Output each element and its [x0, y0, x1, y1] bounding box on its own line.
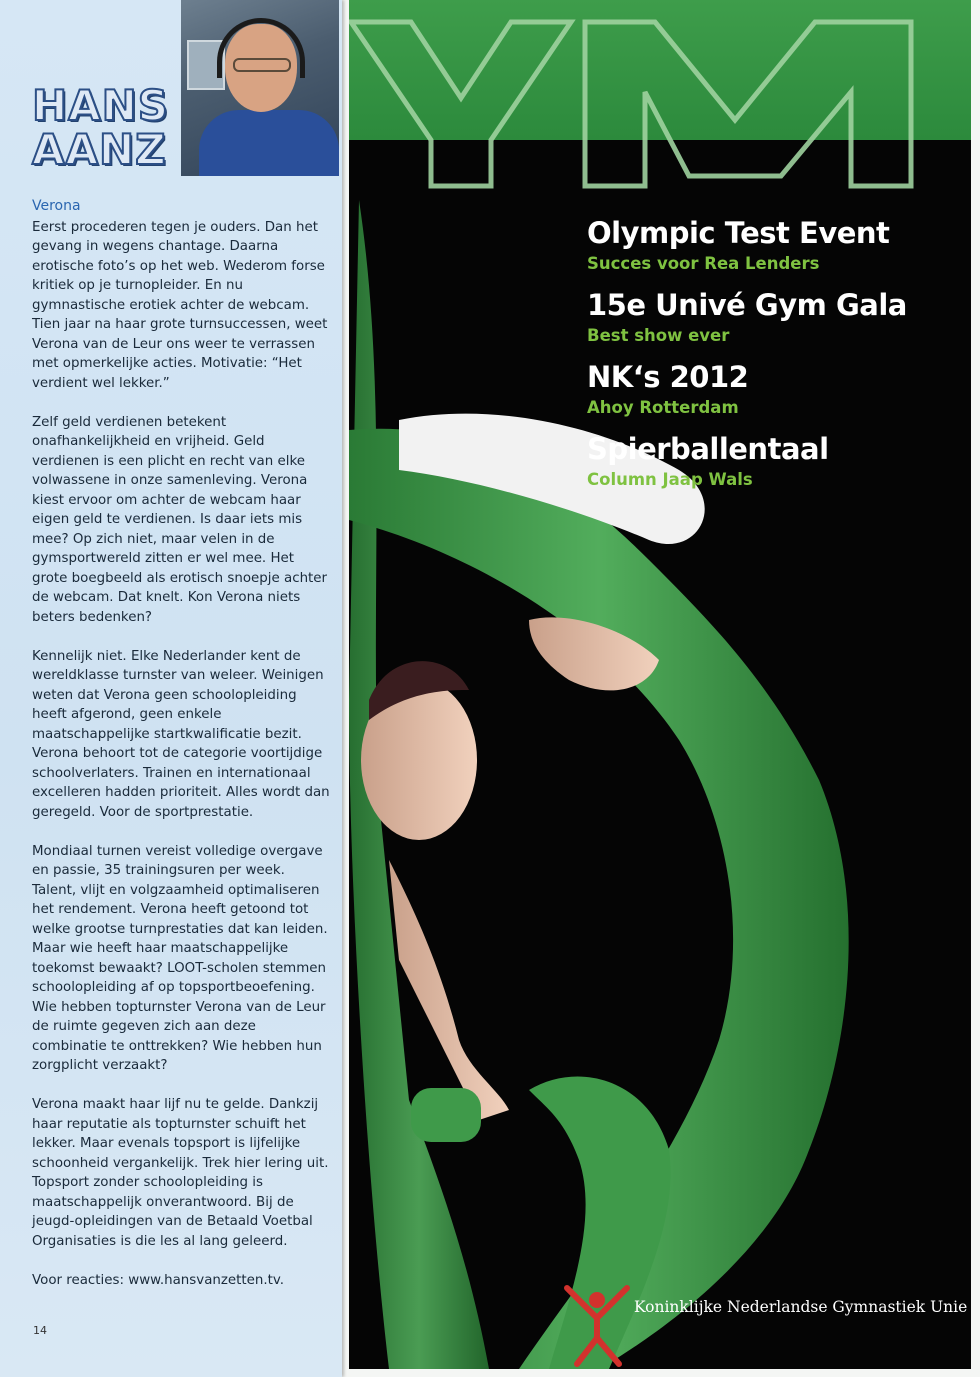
headline-subtitle: Ahoy Rotterdam — [587, 398, 739, 417]
article-paragraph-5: Verona maakt haar lijf nu te gelde. Dankzij haar reputatie als topturnster schuift het lekker. Maar evenals topsport is lijfelijke schoonheid vergankelijk. Trek hier lering uit. Topsport zonder schoolopleiding is maatschappelijk onverantwoord. Bij de jeugd-opleidingen van de Betaald Voetbal Organisaties is die les al lang geleerd. — [32, 1097, 329, 1249]
article-paragraph-1: Eerst procederen tegen je ouders. Dan het gevang in wegens chantage. Daarna erotische foto’s op het web. Wederom forse kritiek op je turnopleider. En nu gymnastische erotiek achter de webcam. Tien jaar na haar grote turnsuccessen, weet Verona van de Leur ons weer te verrassen met opmerkelijke acties. Motivatie: “Het verdient wel lekker.” — [32, 219, 328, 391]
article-paragraph-3: Kennelijk niet. Elke Nederlander kent de wereldklasse turnster van weleer. Weinigen weten dat Verona geen schoolopleiding heeft afgerond, geen enkele maatschappelijke startkwalificatie bezit. Verona behoort tot de categorie voortijdige schoolverlaters. Trainen en internationaal excelleren hadden prioriteit. Alles wordt dan geregeld. Voor de sportprestatie. — [32, 648, 330, 820]
article-paragraph-2: Zelf geld verdienen betekent onafhankelijkheid en vrijheid. Geld verdienen is een plicht en recht van elke volwassene in onze samenleving. Verona kiest ervoor om achter de webcam haar eigen geld te verdienen. Is daar iets mis mee? Op zich niet, maar velen in de gymsportwereld zitten er wel mee. Het grote boegbeeld als erotisch snoepje achter de webcam. Dat knelt. Kon Verona niets beters bedenken? — [32, 414, 328, 625]
headline-item — [587, 214, 967, 276]
headline-title: 15e Univé Gym Gala — [587, 288, 907, 322]
headline-title: Olympic Test Event — [587, 216, 890, 250]
headline-title: NK‘s 2012 — [587, 360, 749, 394]
headline-title: Spierballentaal — [587, 432, 829, 466]
headline-item — [587, 430, 967, 492]
shirt-shape — [199, 110, 339, 176]
column-article — [32, 197, 332, 1310]
article-contact: Voor reacties: www.hansvanzetten.tv. — [32, 1272, 285, 1288]
cover-photo — [349, 0, 971, 1369]
publisher-name: Koninklijke Nederlandse Gymnastiek Unie — [634, 1298, 968, 1316]
column-title — [32, 81, 182, 174]
article-paragraph-4: Mondiaal turnen vereist volledige overgave en passie, 35 trainingsuren per week. Talent, vlijt en volgzaamheid optimaliseren het rendement. Verona heeft getoond tot welke grootse turnprestaties dat kan leiden. Maar wie heeft haar maatschappelijke toekomst bewaakt? LOOT-scholen stemmen schoolopleiding af op topsportbeoefening. Wie hebben topturnster Verona van de Leur de ruimte gegeven zich aan deze combinatie te onttrekken? Wie hebben hun zorgplicht verzaakt? — [32, 843, 328, 1073]
column-title-line1: HANS — [32, 81, 170, 130]
article-subhead: Verona — [32, 198, 81, 214]
headline-item — [587, 358, 967, 420]
headline-item — [587, 286, 967, 348]
column-page — [0, 0, 342, 1377]
magazine-cover — [349, 0, 971, 1369]
column-title-line2: AANZ — [32, 125, 167, 174]
page-number: 14 — [33, 1324, 47, 1337]
glasses-icon — [233, 58, 291, 72]
cover-headlines — [587, 214, 967, 502]
headline-subtitle: Best show ever — [587, 326, 730, 345]
headline-subtitle: Column Jaap Wals — [587, 470, 753, 489]
author-photo — [181, 0, 339, 176]
headline-subtitle: Succes voor Rea Lenders — [587, 254, 820, 273]
